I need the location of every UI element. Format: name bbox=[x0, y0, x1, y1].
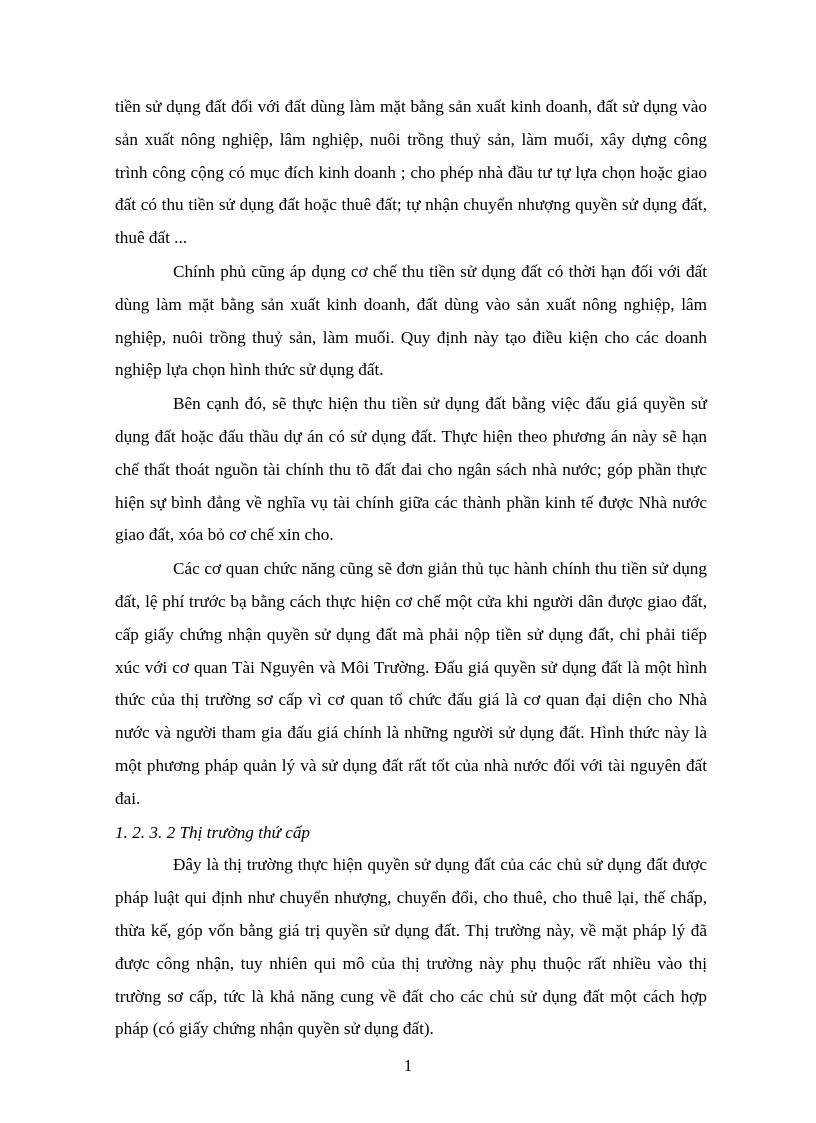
section-heading: 1. 2. 3. 2 Thị trường thứ cấp bbox=[115, 822, 311, 842]
page-number: 1 bbox=[403, 1056, 413, 1075]
paragraph-continued: tiền sử dụng đất đối với đất dùng làm mặt bằng sản xuất kinh doanh, đất sử dụng vào sản xuất nông nghiệp, lâm nghiệp, nuôi trồng thuỷ sản, làm muối, xây dựng công trình công cộng có mục đích kinh doanh ; cho phép nhà đầu tư tự lựa chọn hoặc giao đất có thu tiền sử dụng đất hoặc thuê đất; tự nhận chuyển nhượng quyền sử dụng đất, thuê đất ... bbox=[115, 97, 707, 248]
paragraph: Các cơ quan chức năng cũng sẽ đơn giản thủ tục hành chính thu tiền sử dụng đất, lệ phí trước bạ bằng cách thực hiện cơ chế một cửa khi người dân được giao đất, cấp giấy chứng nhận quyền sử dụng đất mà phải nộp tiền sử dụng đất, chỉ phải tiếp xúc với cơ quan Tài Nguyên và Môi Trường. Đấu giá quyền sử dụng đất là một hình thức của thị trường sơ cấp vì cơ quan tổ chức đấu giá là cơ quan đại diện cho Nhà nước và người tham gia đấu giá chính là những người sử dụng đất. Hình thức này là một phương pháp quản lý và sử dụng đất rất tốt của nhà nước đối với tài nguyên đất đai. bbox=[115, 559, 707, 808]
document-page bbox=[115, 91, 707, 1047]
paragraph: Đây là thị trường thực hiện quyền sử dụng đất của các chủ sử dụng đất được pháp luật qui định như chuyển nhượng, chuyển đổi, cho thuê, cho thuê lại, thế chấp, thừa kế, góp vốn bằng giá trị quyền sử dụng đất. Thị trường này, về mặt pháp lý đã được công nhận, tuy nhiên qui mô của thị trường này phụ thuộc rất nhiều vào thị trường sơ cấp, tức là khả năng cung về đất cho các chủ sử dụng đất một cách hợp pháp (có giấy chứng nhận quyền sử dụng đất). bbox=[115, 855, 707, 1039]
paragraph: Bên cạnh đó, sẽ thực hiện thu tiền sử dụng đất bằng việc đấu giá quyền sử dụng đất hoặc đấu thầu dự án có sử dụng đất. Thực hiện theo phương án này sẽ hạn chế thất thoát nguồn tài chính thu tõ đất đai cho ngân sách nhà nước; góp phần thực hiện sự bình đẳng về nghĩa vụ tài chính giữa các thành phần kinh tế được Nhà nước giao đất, xóa bỏ cơ chế xin cho. bbox=[115, 394, 707, 545]
paragraph: Chính phủ cũng áp dụng cơ chế thu tiền sử dụng đất có thời hạn đối với đất dùng làm mặt bằng sản xuất kinh doanh, đất dùng vào sản xuất nông nghiệp, lâm nghiệp, nuôi trồng thuỷ sản, làm muối. Quy định này tạo điều kiện cho các doanh nghiệp lựa chọn hình thức sử dụng đất. bbox=[115, 261, 707, 380]
